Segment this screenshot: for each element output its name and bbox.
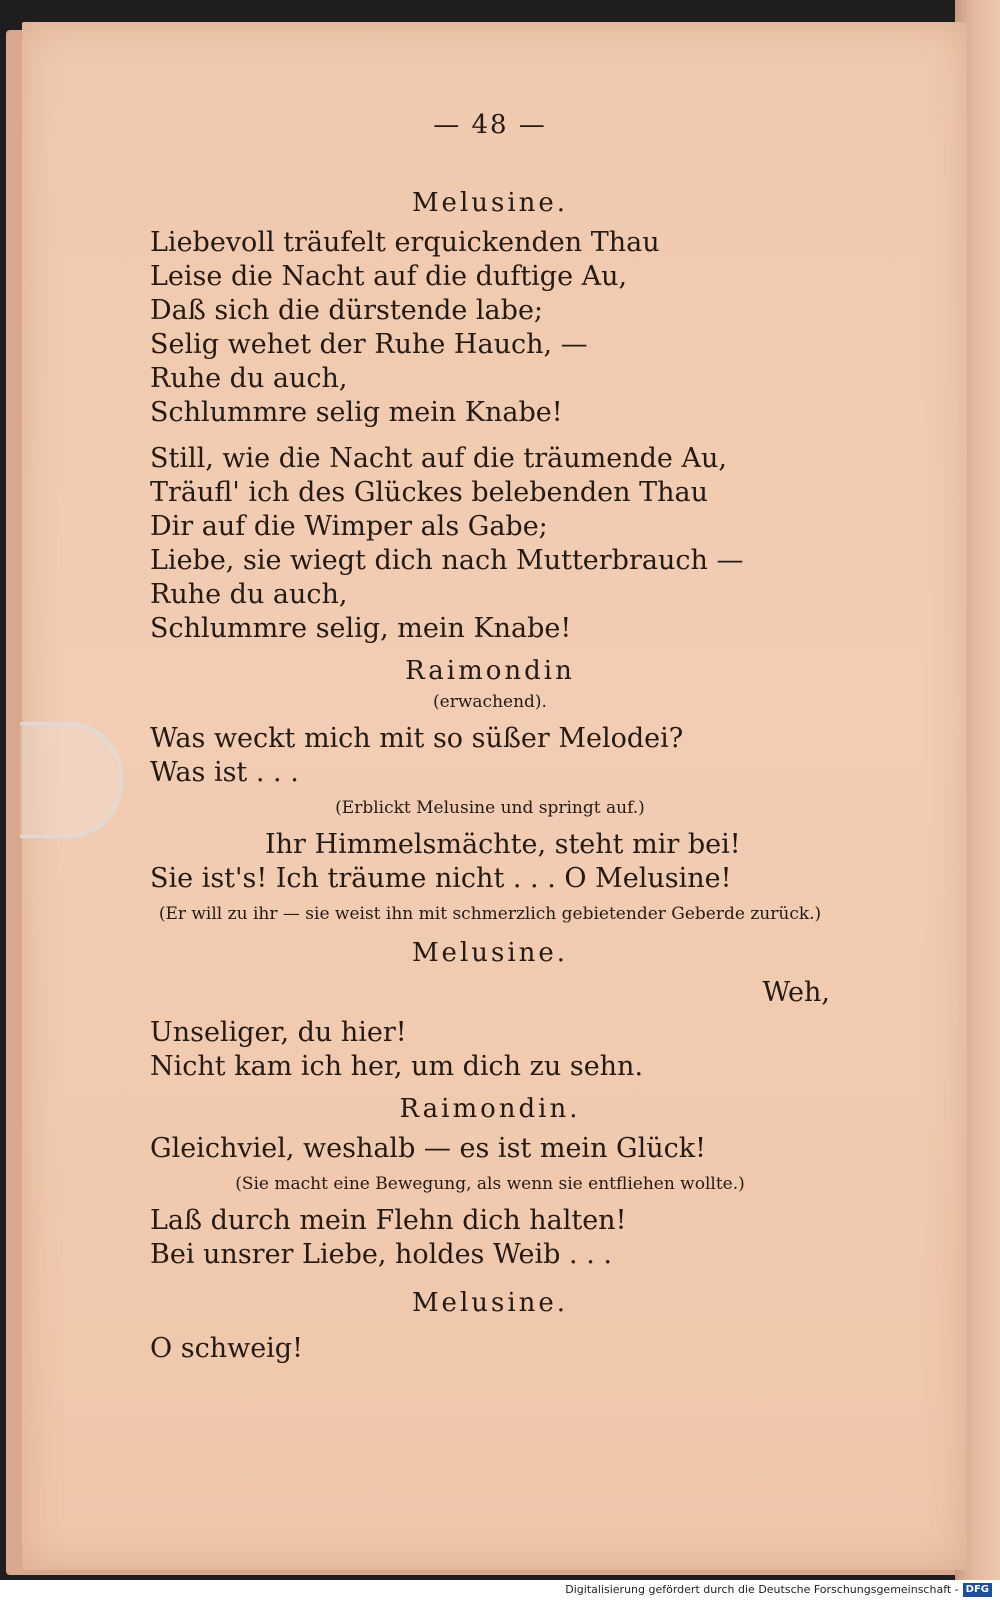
verse-line: Selig wehet der Ruhe Hauch, —	[150, 329, 588, 360]
verse-line: O schweig!	[150, 1333, 303, 1364]
dfg-logo: DFG	[963, 1583, 992, 1597]
verse-line: Liebevoll träufelt erquickenden Thau	[150, 227, 660, 258]
verse-line: Schlummre selig mein Knabe!	[150, 397, 563, 428]
verse-line: Was ist . . .	[150, 757, 299, 788]
verse-line: Weh,	[762, 977, 830, 1008]
stage-direction: (Sie macht eine Bewegung, als wenn sie entfliehen wollte.)	[235, 1174, 745, 1194]
verse-line: Leise die Nacht auf die duftige Au,	[150, 261, 628, 292]
paper-clip-mark	[20, 722, 123, 838]
verse-line: Laß durch mein Flehn dich halten!	[150, 1205, 627, 1236]
footer-credit	[0, 1580, 1000, 1600]
stage-direction: (erwachend).	[433, 692, 547, 712]
speaker-melusine: Melusine.	[411, 1288, 569, 1318]
verse-line: Bei unsrer Liebe, holdes Weib . . .	[150, 1239, 612, 1270]
footer-text: Digitalisierung gefördert durch die Deutsche Forschungsgemeinschaft -	[565, 1583, 959, 1596]
verse-line: Ruhe du auch,	[150, 579, 348, 610]
verse-line: Träufl' ich des Glückes belebenden Thau	[150, 477, 708, 508]
verse-line: Ihr Himmelsmächte, steht mir bei!	[265, 829, 741, 860]
verse-line: Nicht kam ich her, um dich zu sehn.	[150, 1051, 644, 1082]
verse-line: Was weckt mich mit so süßer Melodei?	[150, 723, 684, 754]
page-text	[150, 110, 830, 1366]
speaker-melusine: Melusine.	[411, 938, 569, 968]
verse-line: Gleichviel, weshalb — es ist mein Glück!	[150, 1133, 706, 1164]
verse-line: Still, wie die Nacht auf die träumende Au,	[150, 443, 727, 474]
stanza-1	[150, 226, 830, 430]
stage-direction: (Er will zu ihr — sie weist ihn mit schmerzlich gebietender Geberde zurück.)	[158, 904, 822, 924]
verse-line: Liebe, sie wiegt dich nach Mutterbrauch —	[150, 545, 744, 576]
speaker-raimondin: Raimondin.	[399, 1094, 581, 1124]
verse-line: Sie ist's! Ich träume nicht . . . O Melusine!	[150, 863, 732, 894]
speaker-raimondin: Raimondin	[405, 656, 575, 686]
verse-line: Daß sich die dürstende labe;	[150, 295, 544, 326]
verse-line: Unseliger, du hier!	[150, 1017, 407, 1048]
verse-line: Dir auf die Wimper als Gabe;	[150, 511, 548, 542]
speaker-melusine: Melusine.	[411, 188, 569, 218]
verse-line: Schlummre selig, mein Knabe!	[150, 613, 572, 644]
verse-line: Ruhe du auch,	[150, 363, 348, 394]
stage-direction: (Erblickt Melusine und springt auf.)	[335, 798, 645, 818]
stanza-2	[150, 442, 830, 646]
page-number: — 48 —	[433, 110, 547, 140]
